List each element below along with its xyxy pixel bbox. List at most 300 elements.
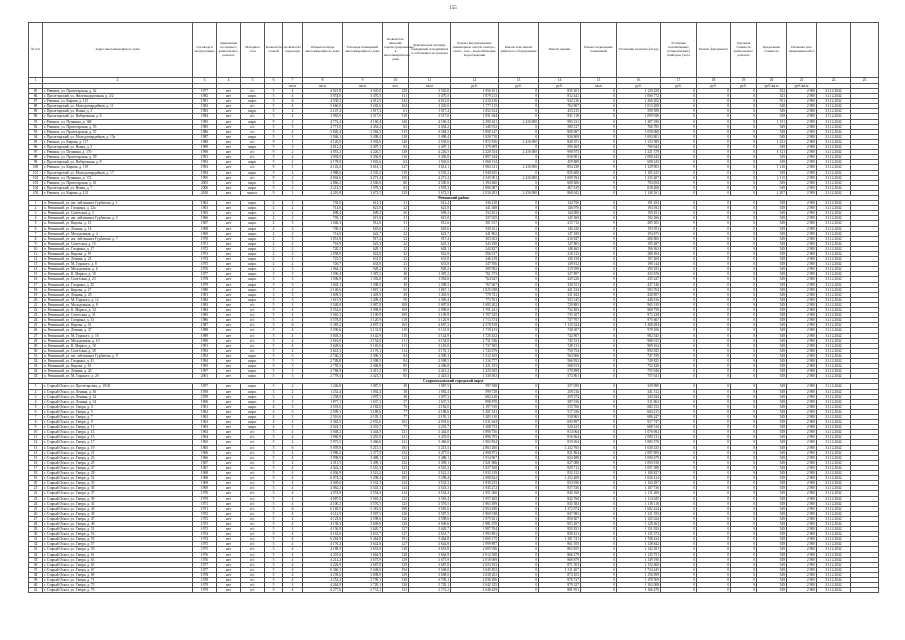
table-cell: г. Старый Оскол, ул. Гаюра, д. 23 [43,455,193,460]
column-header [851,23,879,78]
table-cell: 2 290 421 [451,119,499,124]
table-cell: 1 321 333 [451,364,499,369]
table-cell: 2003 [193,180,217,185]
table-cell: 861 055 [539,542,581,547]
table-cell: 816 664 [539,435,581,440]
table-cell: нет [217,89,241,94]
table-cell: 2 900 [787,450,817,455]
table-cell: 1976 [193,557,217,562]
table-cell: г. Старый Оскол, ул. Пролетарская, д. 19/45 [43,384,193,389]
table-cell: 147 803 [539,241,581,246]
table-cell: 4 [283,318,303,323]
table-cell: 4 021,8 [303,89,343,94]
table-cell: кирп. [241,374,265,379]
table-cell: 871 503 [539,562,581,567]
table-cell: 4 210,8 [303,190,343,195]
table-cell: 104 [29,185,43,190]
table-cell: 0 [581,384,617,389]
table-cell: г. Старый Оскол, ул. Гаюра, д. 7 [43,415,193,420]
table-cell: п. Ревинский, ул. им. лейтенанта Гурбатова, д. 7 [43,236,193,241]
table-cell: 0 [697,129,731,134]
table-cell: 1 902 834 [451,440,499,445]
table-cell: 0 [661,226,697,231]
table-cell: 286 806 [617,236,661,241]
table-cell: 520 423 [539,425,581,430]
table-cell: 2 [265,221,283,226]
table-cell: 0 [731,465,757,470]
table-cell: 1982 [193,104,217,109]
table-cell: г. Старый Оскол, ул. Гаюра, д. 51 [43,527,193,532]
table-cell: 0 [697,537,731,542]
table-cell: 1985 [193,124,217,129]
table-cell: 0 [697,491,731,496]
table-cell: 0 [661,481,697,486]
table-cell: 4 [283,578,303,583]
table-cell: 4 774,4 [303,119,343,124]
table-cell: 4 087,6 [303,496,343,501]
table-cell: г. Ревинск, ул. Кирова, д. 115 [43,99,193,104]
table-cell: 20 [383,211,409,216]
table-cell: кирп. [241,358,265,363]
table-cell: 0 [499,302,539,307]
table-cell: 23 [29,496,43,501]
table-cell: кирп. [241,420,265,425]
table-cell: 4 112,9 [303,511,343,516]
table-cell: 1 163 008 [617,583,661,588]
table-cell: 0 [661,252,697,257]
table-cell: 965 319 [617,302,661,307]
table-cell: 0 [661,506,697,511]
table-cell: 549 [757,409,787,414]
table-cell: 0 [581,262,617,267]
table-cell: 3 576,5 [343,501,383,506]
table-cell: 3 660,0 [303,104,343,109]
table-cell: 0 [499,308,539,313]
table-cell: 4 012,0 [343,99,383,104]
table-cell: 2 900 [787,338,817,343]
table-cell: нет [217,455,241,460]
table-cell: 1 609,5 [303,292,343,297]
table-cell: 0 [581,557,617,562]
table-cell: 1 867,1 [343,287,383,292]
table-cell: п/с [241,537,265,542]
table-cell: 1 138 842 [617,542,661,547]
table-cell: 3 [265,292,283,297]
table-cell: 0 [697,119,731,124]
table-cell: 0 [661,409,697,414]
table-cell: 0 [661,511,697,516]
table-cell: 2 900 [787,252,817,257]
table-cell: 0 [499,455,539,460]
table-cell: 599 399 [617,109,661,114]
table-cell: нет [217,511,241,516]
table-cell: 31.12.2042 [817,572,851,577]
table-cell: нет [217,343,241,348]
table-cell: 549 [757,532,787,537]
table-cell: 0 [697,578,731,583]
table-cell: 124 [383,486,409,491]
table-cell: 0 [697,272,731,277]
table-cell: 31.12.2042 [817,124,851,129]
table-cell: 0 [731,145,757,150]
table-cell: г. Старый Оскол, ул. Гаюра, д. 25 [43,460,193,465]
table-cell: нет [217,155,241,160]
table-cell: 1 682 424 [617,506,661,511]
table-cell: 3 142,9 [409,333,451,338]
table-cell: 0 [731,211,757,216]
table-cell: 22 [383,231,409,236]
table-cell: 110 [383,328,409,333]
table-cell: 2 900 [787,527,817,532]
table-cell: 3 616,0 [303,338,343,343]
table-cell: 3 664,9 [409,552,451,557]
table-cell: нет [217,99,241,104]
table-cell: 4 [283,348,303,353]
table-cell: 8 [29,420,43,425]
table-cell: 2 900 [787,511,817,516]
table-cell: 1 316 777 [451,358,499,363]
table-cell: 0 [499,109,539,114]
table-cell: 4 188,9 [303,547,343,552]
table-cell: 0 [697,384,731,389]
table-cell: 4 271,4 [409,175,451,180]
table-cell: 2 012 030 [451,552,499,557]
table-cell: 549 [757,374,787,379]
table-cell: 128 [383,552,409,557]
table-cell: 0 [697,527,731,532]
table-cell: 1 403,9 [343,292,383,297]
table-cell: нет [217,384,241,389]
table-cell: 31.12.2042 [817,430,851,435]
table-cell: 2 509,1 [303,409,343,414]
table-cell: 1968 [193,471,217,476]
table-cell: 0 [731,190,757,195]
table-cell: кирп. [241,353,265,358]
table-cell: 1 046,3 [303,221,343,226]
table-cell: 19 [731,78,757,84]
table-cell: 3 521,2 [409,471,451,476]
table-cell: п/с [241,547,265,552]
table-cell: 732 483 [539,308,581,313]
table-cell: 922,8 [409,252,451,257]
table-cell: 0 [499,404,539,409]
table-cell: 31.12.2042 [817,455,851,460]
table-cell: 1 398,3 [409,282,451,287]
table-cell: 3 709,1 [409,578,451,583]
table-cell: 2 900 [787,333,817,338]
table-cell: 1 890 756 [451,430,499,435]
table-cell: 0 [697,139,731,144]
table-cell: 31.12.2042 [817,445,851,450]
table-cell: 5 [265,185,283,190]
table-cell: 0 [697,175,731,180]
table-cell: 766 785 [617,124,661,129]
table-cell: 22 [383,246,409,251]
table-cell: 99 [29,160,43,165]
table-cell: г. Ревинск, ул. Пролетарская, д. 59 [43,155,193,160]
table-cell: 1 908 873 [451,450,499,455]
table-cell: 0 [697,547,731,552]
table-cell: г. Старый Оскол, ул. Гаюра, д. 65 [43,562,193,567]
table-cell: 4 [283,491,303,496]
table-cell: нет [217,328,241,333]
table-cell: п. Ревинский, ул. Советская, д. 23 [43,277,193,282]
table-cell: 3 109,9 [409,313,451,318]
table-cell: 4 [29,399,43,404]
table-cell: 2 048 429 [451,588,499,593]
table-cell: 631,0 [409,257,451,262]
table-cell: 4 036,9 [303,471,343,476]
table-cell: 549 [757,486,787,491]
table-cell: 0 [661,190,697,195]
table-cell: 3 576,5 [409,501,451,506]
table-cell: 27 [29,516,43,521]
table-cell: 3 517,0 [343,114,383,119]
table-cell: 625,3 [409,241,451,246]
table-cell: 31.12.2042 [817,246,851,251]
table-cell: 0 [731,572,757,577]
table-cell: 31.12.2042 [817,185,851,190]
table-cell: 2 [283,226,303,231]
table-cell: 3 [283,282,303,287]
table-cell: 0 [499,348,539,353]
table-cell: нет [217,567,241,572]
table-cell: г. Пролетарский, ул. Новая, д. 7 [43,185,193,190]
table-cell: 2 900 [787,588,817,593]
table-cell: нет [217,348,241,353]
table-cell: 0 [661,257,697,262]
table-cell: 3 245,6 [343,104,383,109]
table-cell: 438 897 [617,292,661,297]
table-cell: 549 [757,425,787,430]
table-cell: кирп. [241,170,265,175]
table-cell: 549 [757,292,787,297]
table-cell: 31.12.2042 [817,394,851,399]
table-cell: 31 [29,537,43,542]
table-cell: 100 [29,165,43,170]
table-cell: 0 [581,430,617,435]
table-cell: 290 183 [617,267,661,272]
table-cell: 0 [581,542,617,547]
table-cell: 816 901 [539,155,581,160]
table-cell: 1 064,2 [303,267,343,272]
table-cell: 4 [283,511,303,516]
table-cell: 1970 [193,236,217,241]
table-cell: 3 587,5 [343,511,383,516]
table-cell: 2 935,6 [409,420,451,425]
table-cell: г. Ревинск, ул. Пушкина, д. 168 [43,119,193,124]
table-cell: 972 228 [617,313,661,318]
table-cell: 1 114 645 [617,496,661,501]
table-cell: 549 [757,170,787,175]
table-cell: 0 [697,302,731,307]
table-cell: 2 416 000 [499,190,539,195]
table-cell: 1 128 463 [617,521,661,526]
table-cell: 2 900 [787,124,817,129]
table-cell: кв.м [409,83,451,89]
table-cell: 3 [265,282,283,287]
table-cell: кирп. [241,160,265,165]
table-cell: 5 [265,124,283,129]
table-cell: 0 [697,277,731,282]
table-cell: 39 [29,578,43,583]
table-cell: 1989 [193,145,217,150]
table-cell: 3 456,0 [343,155,383,160]
table-cell: 5 [265,465,283,470]
table-cell: 0 [581,374,617,379]
table-cell: 3 [265,399,283,404]
table-cell: 118 [383,134,409,139]
table-cell: 121 [383,430,409,435]
table-cell: руб. [697,83,731,89]
table-cell: 2 [283,185,303,190]
table-cell: 1994 [193,170,217,175]
table-cell: 549 [757,124,787,129]
table-cell: нет [217,241,241,246]
table-cell: 549 [757,516,787,521]
table-cell: 1969 [193,481,217,486]
table-cell: 31.12.2042 [817,302,851,307]
table-cell: 31.12.2042 [817,282,851,287]
table-cell: г. Старый Оскол, ул. Гаюра, д. 71 [43,578,193,583]
table-cell: 0 [499,542,539,547]
table-cell: 1 197 918 [451,404,499,409]
table-cell: 23 [383,262,409,267]
table-cell: 0 [581,119,617,124]
table-cell: 31.12.2042 [817,450,851,455]
table-cell: 4 [283,460,303,465]
table-cell: нет [217,185,241,190]
table-cell: нет [217,236,241,241]
table-cell: 0 [661,145,697,150]
table-cell: 2 900 [787,313,817,318]
table-cell: 5 [265,476,283,481]
table-cell: 119 [383,170,409,175]
table-cell: 0 [697,460,731,465]
table-cell: 1 218 [757,165,787,170]
table-cell: 4 [265,420,283,425]
table-cell: нет [217,481,241,486]
table-cell: 1 097 388 [617,465,661,470]
table-cell: 840 160 [539,491,581,496]
table-cell: 549 [757,415,787,420]
table-cell: г. Старый Оскол, ул. Гаюра, д. 21 [43,450,193,455]
table-cell: 0 [697,185,731,190]
table-cell: 549 [757,450,787,455]
table-cell: п/с [241,445,265,450]
table-cell: 1 917,4 [409,109,451,114]
table-cell: 4 074,9 [303,491,343,496]
table-cell: нет [217,471,241,476]
table-cell: нет [217,323,241,328]
table-cell: 0 [697,471,731,476]
table-cell: 109 [383,313,409,318]
table-cell: 0 [499,435,539,440]
table-cell: 111 [383,94,409,99]
table-cell: 11 [29,435,43,440]
table-cell: 0 [499,440,539,445]
table-cell: 0 [697,404,731,409]
table-cell: п. Ревинский, ул. Советская, д. 15 [43,241,193,246]
table-cell: нет [217,262,241,267]
table-cell: 5 [265,313,283,318]
table-cell: 549 [757,333,787,338]
table-cell: г. Старый Оскол, ул. Гаюра, д. 75 [43,588,193,593]
table-cell: 1 920 710 [451,134,499,139]
table-cell: 0 [661,353,697,358]
table-cell: 2 398,5 [409,358,451,363]
table-cell: 2 900 [787,155,817,160]
table-cell: 4 [283,465,303,470]
table-cell: 1 258,0 [303,394,343,399]
table-cell: 6 [29,409,43,414]
table-cell: 6 360,3 [303,567,343,572]
table-cell: нет [217,588,241,593]
table-cell: 0 [581,364,617,369]
table-cell: кирп. [241,267,265,272]
table-cell: 0 [499,338,539,343]
table-cell: 0 [499,476,539,481]
table-cell: 1975 [193,547,217,552]
table-cell: 13 [499,78,539,84]
table-cell: 1969 [193,231,217,236]
table-cell: 0 [731,471,757,476]
table-cell: п. Ревинский, ул. Советская, д. 3 [43,211,193,216]
table-cell: 1 166 478 [617,588,661,593]
table-cell: 27 [29,333,43,338]
table-cell: 1 246,8 [303,384,343,389]
table-cell: 1 956 451 [451,89,499,94]
table-cell: 0 [731,384,757,389]
table-cell: 3 142,9 [343,333,383,338]
column-header: Общая площадь многоквартирного дома [303,23,343,78]
table-cell: кирп. [241,272,265,277]
table-cell: 0 [581,527,617,532]
table-cell: 4 [283,129,303,134]
table-cell: 622,7 [409,231,451,236]
table-cell: 1 394 460 [451,180,499,185]
table-cell: 0 [499,486,539,491]
table-cell: 116 [383,155,409,160]
table-cell: нет [217,506,241,511]
table-cell: 0 [581,353,617,358]
table-cell: п/с [241,124,265,129]
table-cell: 129 [383,557,409,562]
table-cell: 1974 [193,537,217,542]
table-cell: 712,6 [303,206,343,211]
table-cell: 1 346 912 [451,124,499,129]
table-cell: 0 [731,206,757,211]
table-cell: 3 675,9 [343,557,383,562]
table-cell: 0 [697,160,731,165]
table-cell: 549 [757,272,787,277]
table-cell: кирп. [241,94,265,99]
table-cell: 549 [757,578,787,583]
table-cell: 49 [383,292,409,297]
table-cell: 0 [661,389,697,394]
table-cell: 1981 [193,99,217,104]
table-cell: 148 [383,150,409,155]
table-cell: 104 [383,104,409,109]
table-cell: 0 [731,394,757,399]
table-cell: г. Старый Оскол, ул. Гаюра, д. 57 [43,542,193,547]
table-cell: 38 [383,394,409,399]
table-cell: 1 713 374 [451,318,499,323]
table-cell: 123 [383,465,409,470]
table-cell: 1985 [193,313,217,318]
table-cell: п. Ревинский, ул. Гагарина, д. 25 [43,282,193,287]
table-cell: 103 [29,180,43,185]
